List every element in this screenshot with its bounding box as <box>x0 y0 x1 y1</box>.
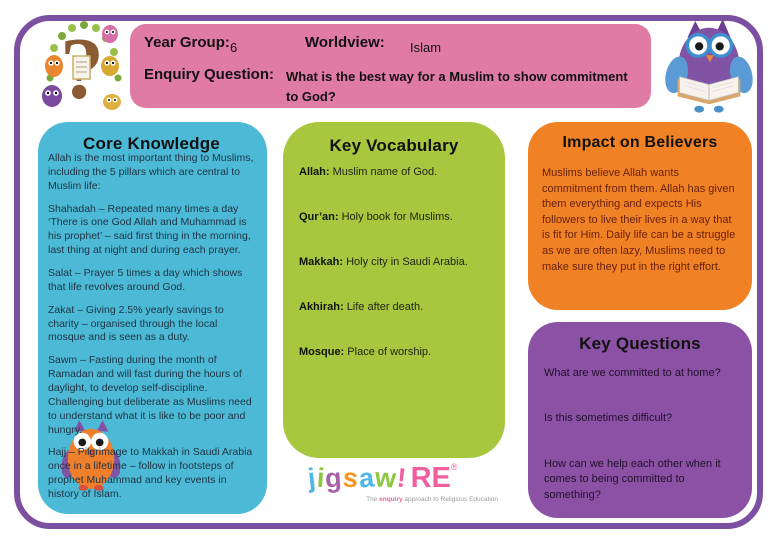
vocab-entry <box>299 256 489 268</box>
key-question: How can we help each other when it comes to being committed to something? <box>544 457 721 501</box>
vocab-definition: Life after death. <box>346 301 424 313</box>
core-knowledge-title: Core Knowledge <box>83 134 220 153</box>
vocab-definition: Holy city in Saudi Arabia. <box>346 256 468 268</box>
vocab-term: Qur’an: <box>299 211 339 223</box>
impact-on-believers-title: Impact on Believers <box>562 134 718 151</box>
jigsaw-re-logo <box>308 462 498 503</box>
logo-tagline: The enquiry approach to Religious Education <box>366 496 498 503</box>
key-vocabulary-panel <box>283 122 505 458</box>
vocab-term: Mosque: <box>299 346 345 358</box>
key-vocabulary-title: Key Vocabulary <box>329 136 459 155</box>
question-mark-tree-illustration <box>36 18 128 116</box>
core-knowledge-panel <box>38 122 267 514</box>
registered-trademark-icon: ® <box>450 462 458 472</box>
re-wordmark: RE <box>410 462 451 494</box>
jigsaw-wordmark: jigsaw! <box>306 462 409 494</box>
sign <box>73 56 90 79</box>
core-knowledge-paragraph: Sawm – Fasting during the month of Ramadan and will fast during the hours of daylight, to develop self-discipline. Challenging but deliberate as Muslims need to understand what it is like to be poor and hungry. <box>48 354 252 436</box>
enquiry-question-label: Enquiry Question: <box>144 66 275 83</box>
vocab-entry <box>299 166 489 178</box>
impact-on-believers-text: Muslims believe Allah wants commitment from them. Allah has given them everything and expects His followers to live their lives in a way that is fit for Him. Daily life can be a struggle as we are often lazy, Muslims need to make sure they put in the right effort. <box>542 167 736 273</box>
year-group-label: Year Group: <box>144 34 230 51</box>
impact-on-believers-panel <box>528 122 752 310</box>
vocab-definition: Muslim name of God. <box>332 166 438 178</box>
enquiry-question-text: What is the best way for a Muslim to show commitment to God? <box>286 69 628 105</box>
vocab-definition: Holy book for Muslims. <box>341 211 453 223</box>
key-questions-title: Key Questions <box>579 334 701 353</box>
vocab-term: Allah: <box>299 166 330 178</box>
core-knowledge-paragraph: Zakat – Giving 2.5% yearly savings to charity – organised through the local mosque and is seen as a duty. <box>48 303 224 344</box>
vocab-entry <box>299 211 489 223</box>
core-knowledge-paragraph: Salat – Prayer 5 times a day which shows that life revolves around God. <box>48 267 243 293</box>
vocab-definition: Place of worship. <box>347 346 432 358</box>
core-knowledge-paragraph: Shahadah – Repeated many times a day ‘There is one God Allah and Muhammad is his prophet’ – said first thing in the morning, last thing at night and during each prayer. <box>48 202 251 257</box>
header-banner <box>130 24 651 108</box>
vocab-term: Akhirah: <box>299 301 344 313</box>
reading-owl-illustration <box>658 18 756 116</box>
year-group-value: 6 <box>230 40 238 55</box>
key-questions-panel <box>528 322 752 518</box>
vocab-term: Makkah: <box>299 256 344 268</box>
vocab-entry <box>299 346 489 358</box>
key-question: What are we committed to at home? <box>544 367 721 379</box>
core-knowledge-paragraph: Allah is the most important thing to Muslims, including the 5 pillars which are central to Muslim life: <box>48 152 254 192</box>
worldview-label: Worldview: <box>305 34 385 51</box>
worldview-value: Islam <box>410 40 442 55</box>
key-question: Is this sometimes difficult? <box>544 412 673 425</box>
vocab-entry <box>299 301 489 313</box>
core-knowledge-paragraph: Hajj – Pilgrimage to Makkah in Saudi Arabia once in a lifetime – follow in footsteps of prophet Muhammad and key events in history of Islam. <box>48 446 253 501</box>
